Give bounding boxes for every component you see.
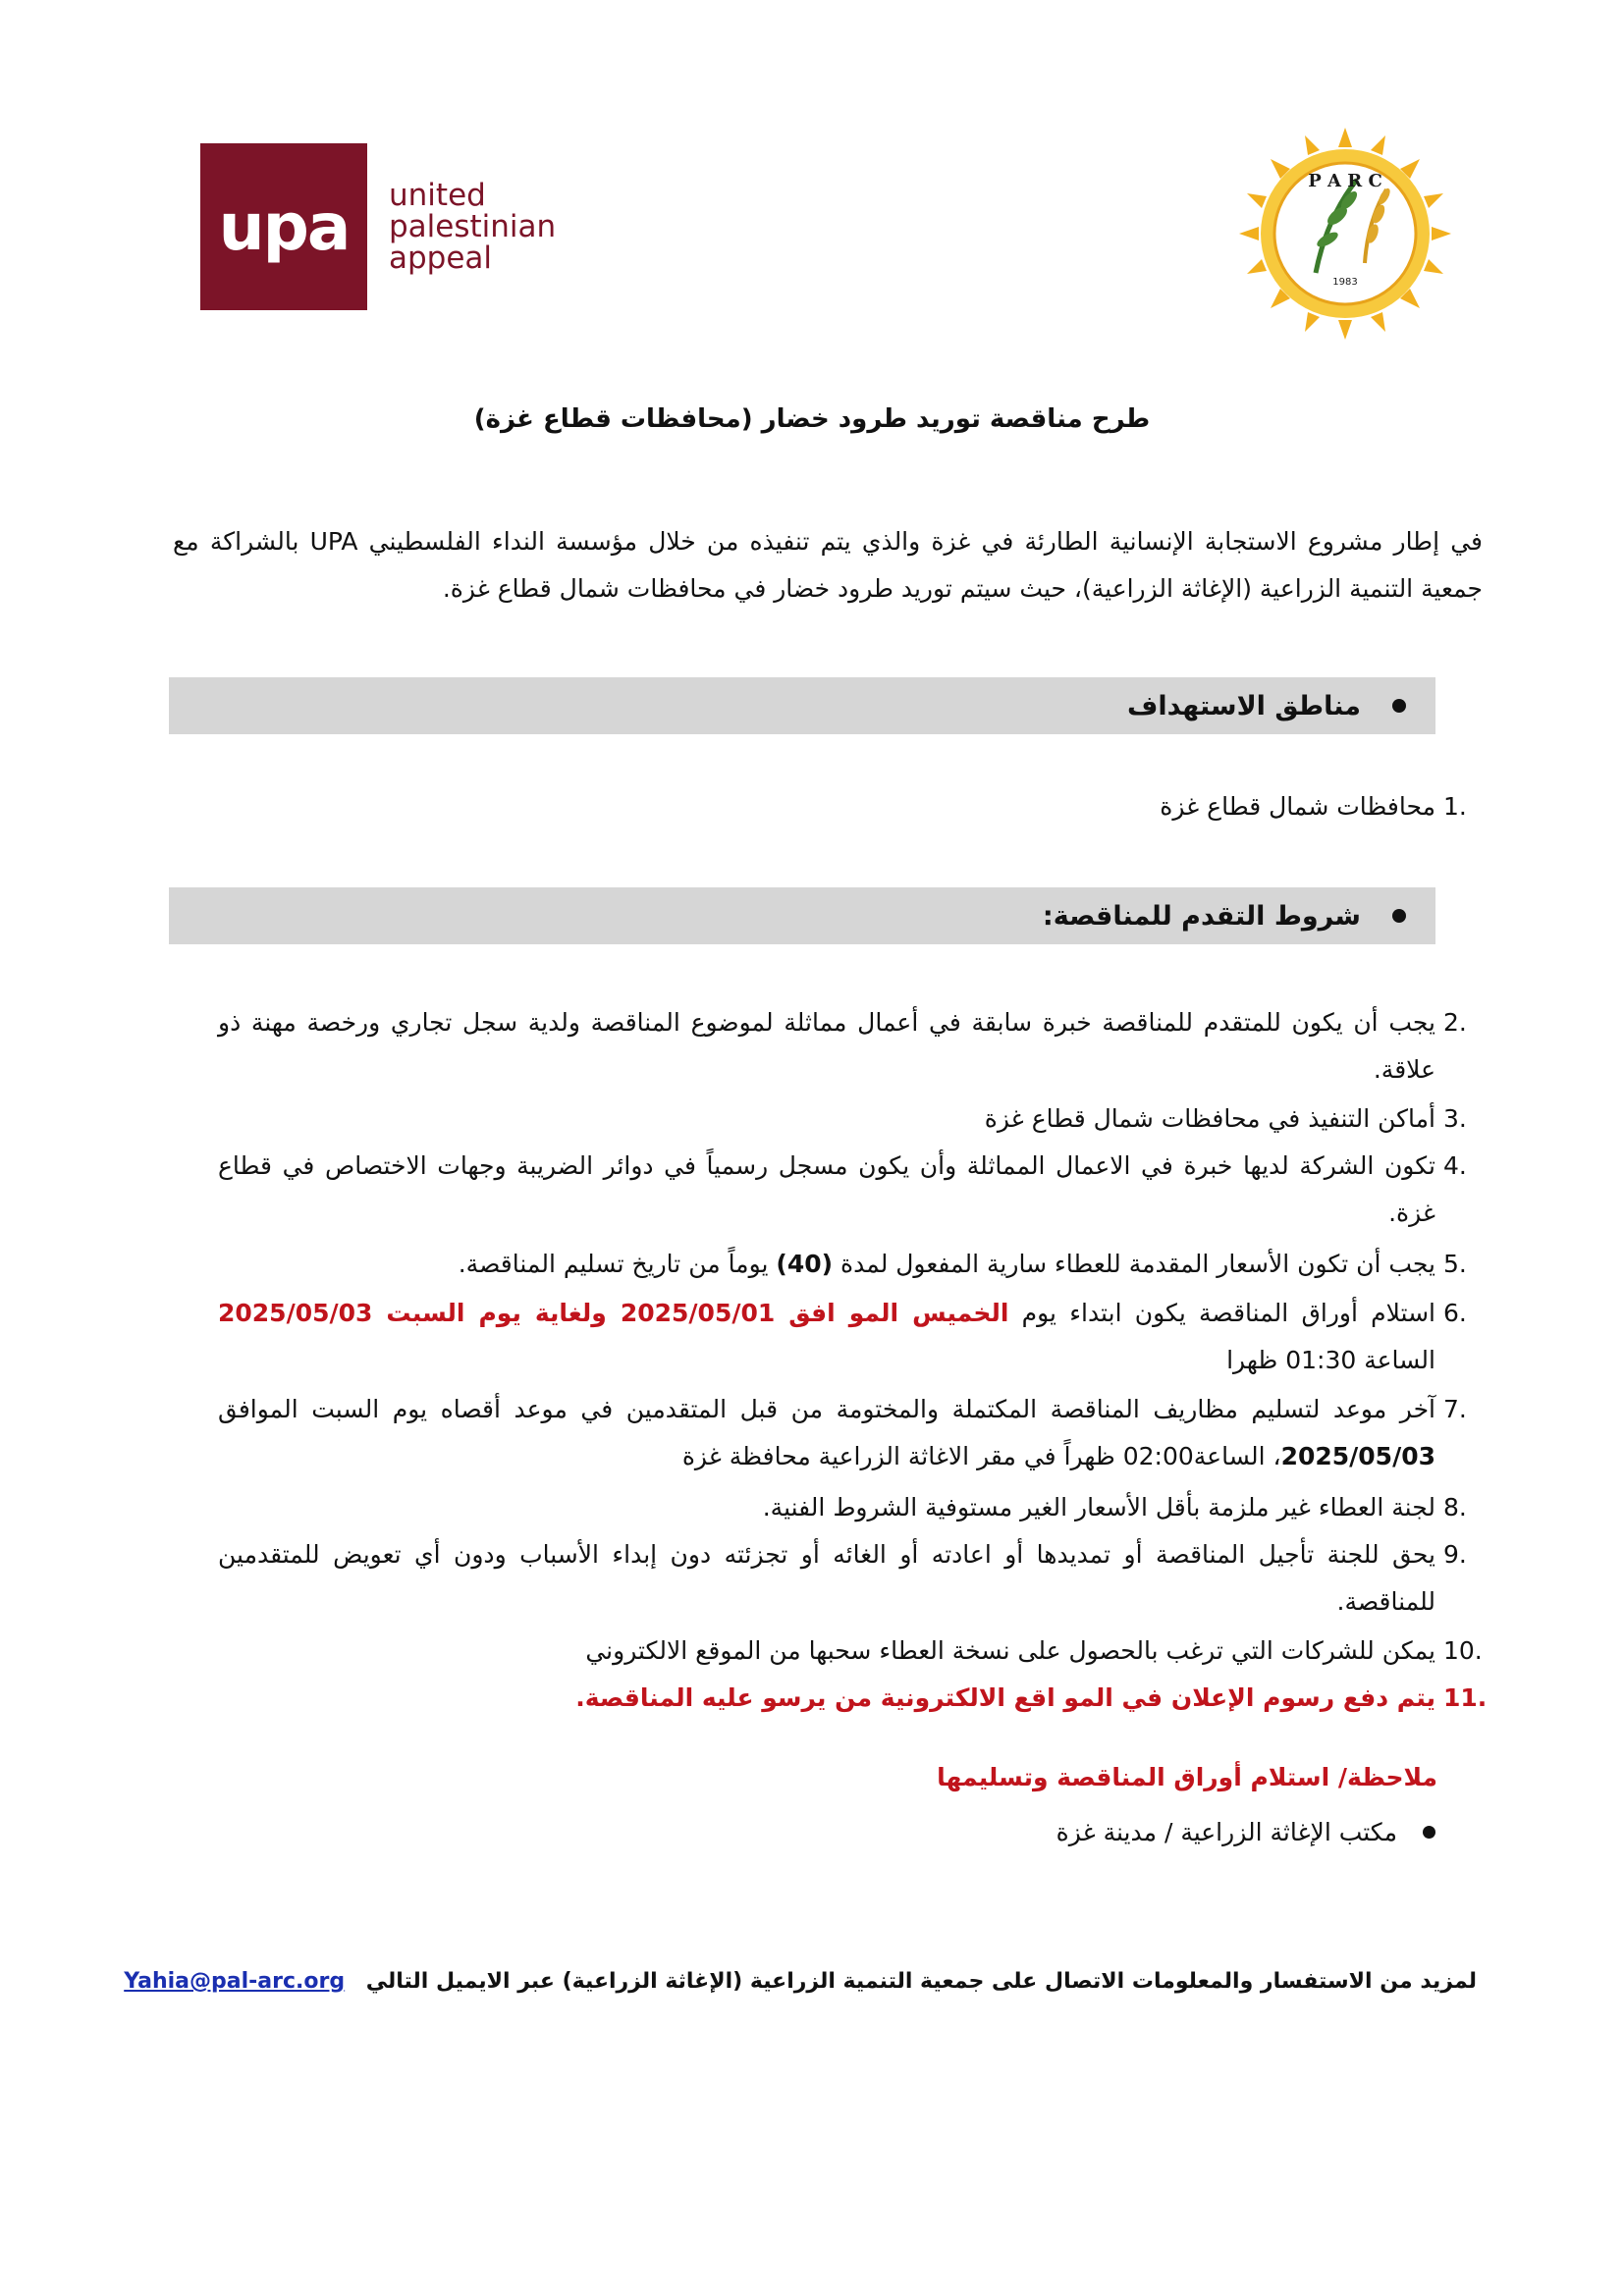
section-heading-conditions: شروط التقدم للمناقصة: — [169, 887, 1435, 944]
list-item: 4. تكون الشركة لديها خبرة في الاعمال المماثلة وأن يكون مسجل رسمياً في دوائر الضريبة وجهات الاختصاص في قطاع غزة. — [218, 1151, 1467, 1227]
parc-letters: P A R C — [1308, 171, 1382, 191]
highlight-dates: الخميس المو افق 2025/05/01 ولغاية يوم السبت 2025/05/03 — [218, 1299, 1009, 1327]
parc-year: 1983 — [1332, 277, 1358, 288]
list-item: 2. يجب أن يكون للمتقدم للمناقصة خبرة سابقة في أعمال مماثلة لموضوع المناقصة ولدية سجل تجاري ورخصة مهنة ذو علاقة. — [218, 1008, 1467, 1084]
note-heading: ملاحظة/ استلام أوراق المناقصة وتسليمها — [937, 1763, 1437, 1791]
bullet-icon — [1392, 909, 1406, 923]
section-heading-target-areas: مناطق الاستهداف — [169, 677, 1435, 734]
email-link[interactable]: Yahia@pal-arc.org — [124, 1969, 346, 1994]
list-item: 11. يتم دفع رسوم الإعلان في المو اقع الالكترونية من يرسو عليه المناقصة. — [575, 1683, 1488, 1712]
page-title: طرح مناقصة توريد طرود خضار (محافظات قطاع غزة) — [473, 404, 1151, 434]
list-item: 6. استلام أوراق المناقصة يكون ابتداء يوم الخميس المو افق 2025/05/01 ولغاية يوم السبت 2025/05/03 الساعة 01:30 ظهرا — [218, 1299, 1467, 1374]
bullet-icon — [1423, 1826, 1435, 1839]
list-item: 1. محافظات شمال قطاع غزة — [1160, 792, 1467, 821]
bullet-icon — [1392, 699, 1406, 713]
list-item: 10. يمكن للشركات التي ترغب بالحصول على نسخة العطاء سحبها من الموقع الالكتروني — [585, 1636, 1483, 1665]
list-item: 8. لجنة العطاء غير ملزمة بأقل الأسعار الغير مستوفية الشروط الفنية. — [762, 1493, 1467, 1522]
intro-paragraph: في إطار مشروع الاستجابة الإنسانية الطارئة في غزة والذي يتم تنفيذه من خلال مؤسسة النداء الفلسطيني UPA بالشراكة مع جمعية التنمية الزراعية (الإغاثة الزراعية)، حيث سيتم توريد طرود خضار في محافظات شمال قطاع غزة. — [173, 527, 1483, 603]
office-location: مكتب الإغاثة الزراعية / مدينة غزة — [1056, 1818, 1435, 1846]
upa-logo-mark: upa — [200, 143, 367, 310]
list-item: 5. يجب أن تكون الأسعار المقدمة للعطاء سارية المفعول لمدة (40) يوماً من تاريخ تسليم المناقصة. — [458, 1250, 1467, 1278]
upa-logo-wordmark: united palestinian appeal — [389, 178, 557, 276]
list-item: 9. يحق للجنة تأجيل المناقصة أو تمديدها أو اعادته أو الغائه أو تجزئته دون إبداء الأسباب ودون أي تعويض للمتقدمين للمناقصة. — [218, 1540, 1467, 1616]
list-item: 7. آخر موعد لتسليم مظاريف المناقصة المكتملة والمختومة من قبل المتقدمين في موعد أقصاه يوم السبت الموافق 2025/05/03، الساعة02:00 ظهراً في مقر الاغاثة الزراعية محافظة غزة — [218, 1395, 1467, 1470]
list-item: 3. أماكن التنفيذ في محافظات شمال قطاع غزة — [984, 1104, 1467, 1133]
contact-line: لمزيد من الاستفسار والمعلومات الاتصال على جمعية التنمية الزراعية (الإغاثة الزراعية) عبر الايميل التالي Yahia@pal-arc.org — [124, 1969, 1477, 1994]
upa-logo — [200, 143, 556, 310]
parc-logo — [1227, 126, 1463, 342]
